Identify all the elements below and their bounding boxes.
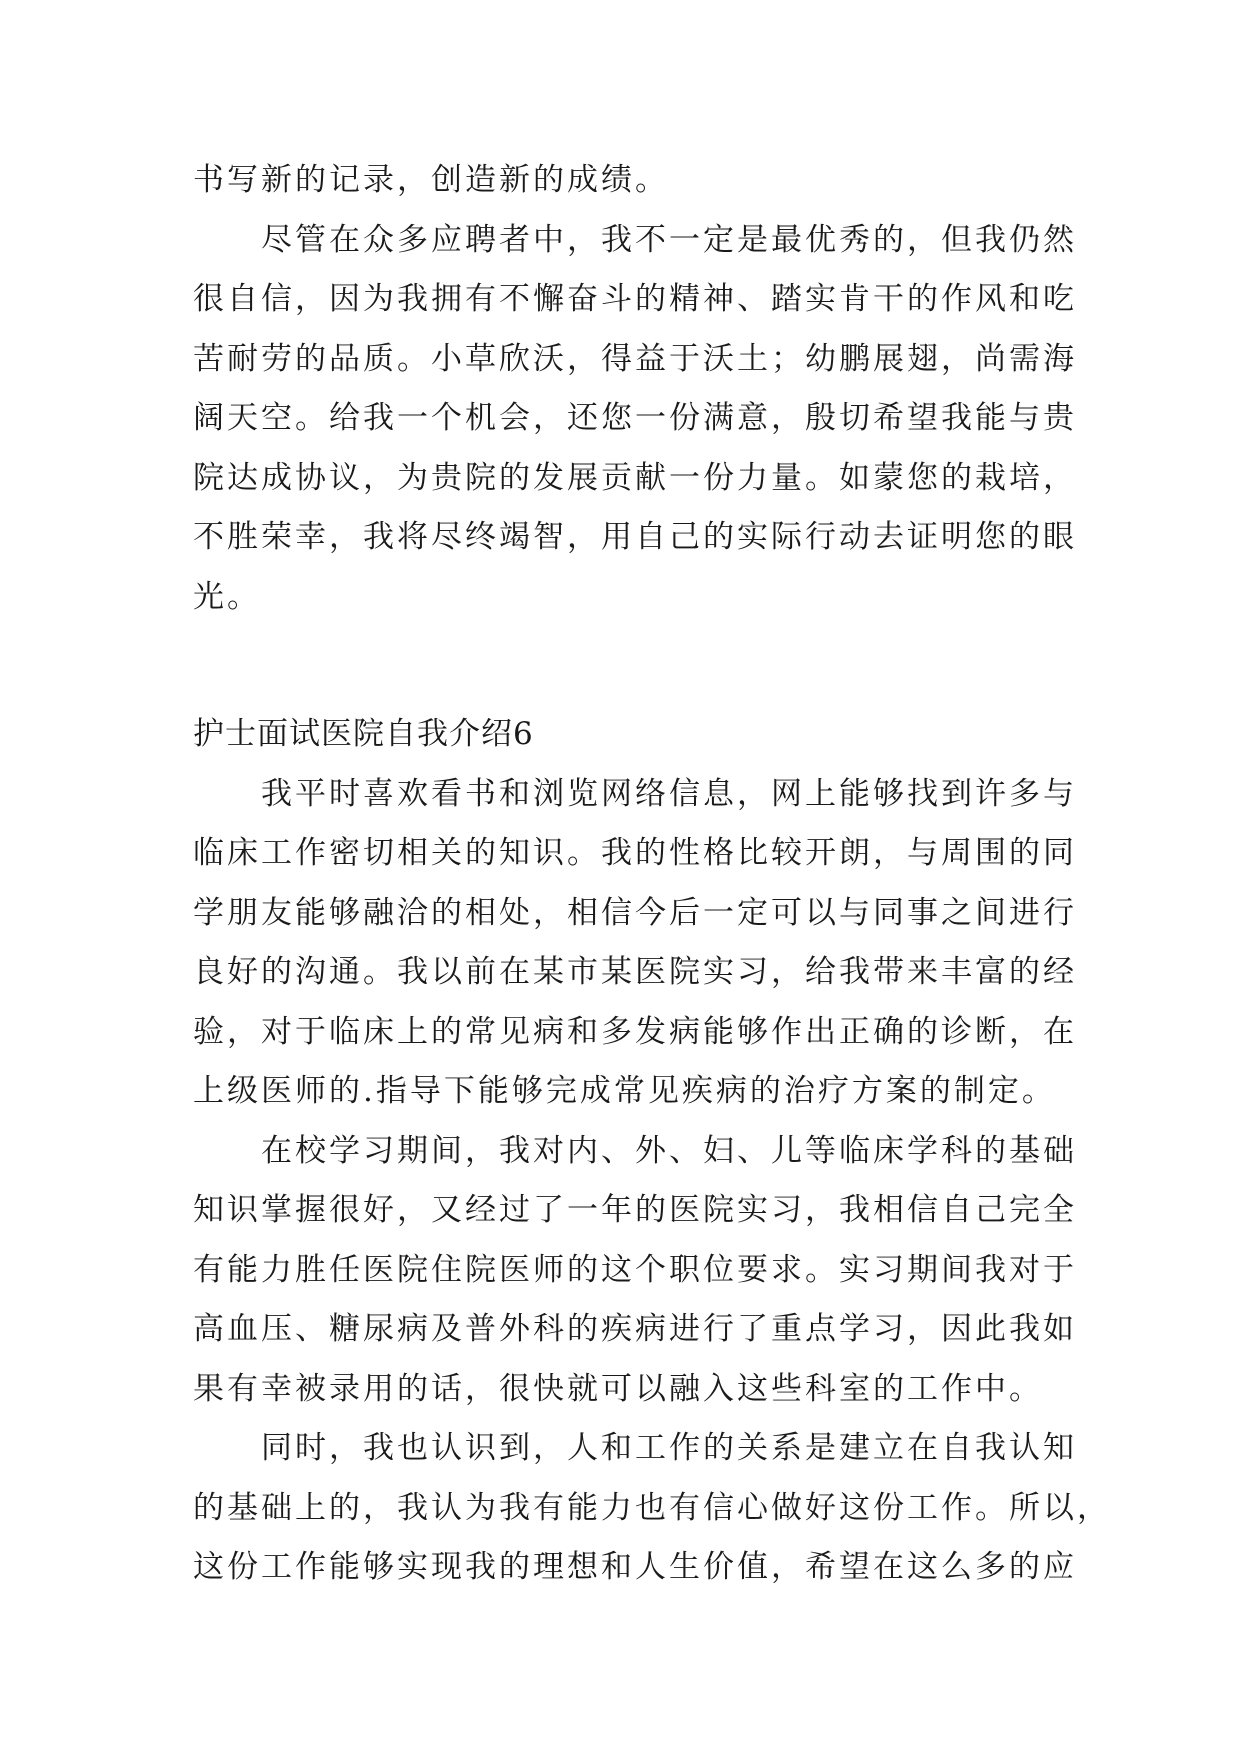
text-line: 书写新的记录，创造新的成绩。 — [193, 162, 669, 198]
text-line: 验，对于临床上的常见病和多发病能够作出正确的诊断，在 — [193, 1013, 1077, 1050]
section-spacer — [193, 627, 1053, 705]
text-line: 光。 — [193, 578, 261, 615]
text-line: 院达成协议，为贵院的发展贡献一份力量。如蒙您的栽培， — [193, 459, 1077, 496]
text-line: 很自信，因为我拥有不懈奋斗的精神、踏实肯干的作风和吃 — [193, 281, 1077, 317]
text-line: 临床工作密切相关的知识。我的性格比较开朗，与周围的同 — [193, 835, 1077, 871]
paragraph-block-2 — [193, 765, 1111, 1598]
text-line: 苦耐劳的品质。小草欣沃，得益于沃土；幼鹏展翅，尚需海 — [193, 340, 1077, 377]
text-line: 果有幸被录用的话，很快就可以融入这些科室的工作中。 — [193, 1370, 1043, 1407]
text-line: 尽管在众多应聘者中，我不一定是最优秀的，但我仍然 — [261, 221, 1077, 258]
text-line: 有能力胜任医院住院医师的这个职位要求。实习期间我对于 — [193, 1251, 1077, 1288]
text-line: 知识掌握很好，又经过了一年的医院实习，我相信自己完全 — [193, 1192, 1077, 1228]
text-line: 同时，我也认识到，人和工作的关系是建立在自我认知 — [261, 1430, 1077, 1466]
text-line: 阔天空。给我一个机会，还您一份满意，殷切希望我能与贵 — [193, 400, 1077, 436]
text-line: 高血压、糖尿病及普外科的疾病进行了重点学习，因此我如 — [193, 1311, 1077, 1347]
paragraph-block-1 — [193, 151, 1077, 627]
text-line: 学朋友能够融洽的相处，相信今后一定可以与同事之间进行 — [193, 894, 1077, 931]
text-line: 不胜荣幸，我将尽终竭智，用自己的实际行动去证明您的眼 — [193, 519, 1077, 555]
text-line: 在校学习期间，我对内、外、妇、儿等临床学科的基础 — [261, 1132, 1077, 1169]
text-line: 的基础上的，我认为我有能力也有信心做好这份工作。所以， — [193, 1489, 1111, 1526]
text-line: 我平时喜欢看书和浏览网络信息，网上能够找到许多与 — [261, 775, 1077, 812]
section-heading: 护士面试医院自我介绍6 — [193, 716, 534, 752]
text-line: 这份工作能够实现我的理想和人生价值，希望在这么多的应 — [193, 1549, 1077, 1585]
text-line: 上级医师的.指导下能够完成常见疾病的治疗方案的制定。 — [193, 1073, 1056, 1109]
text-line: 良好的沟通。我以前在某市某医院实习，给我带来丰富的经 — [193, 954, 1077, 990]
document-body — [193, 151, 1111, 1598]
